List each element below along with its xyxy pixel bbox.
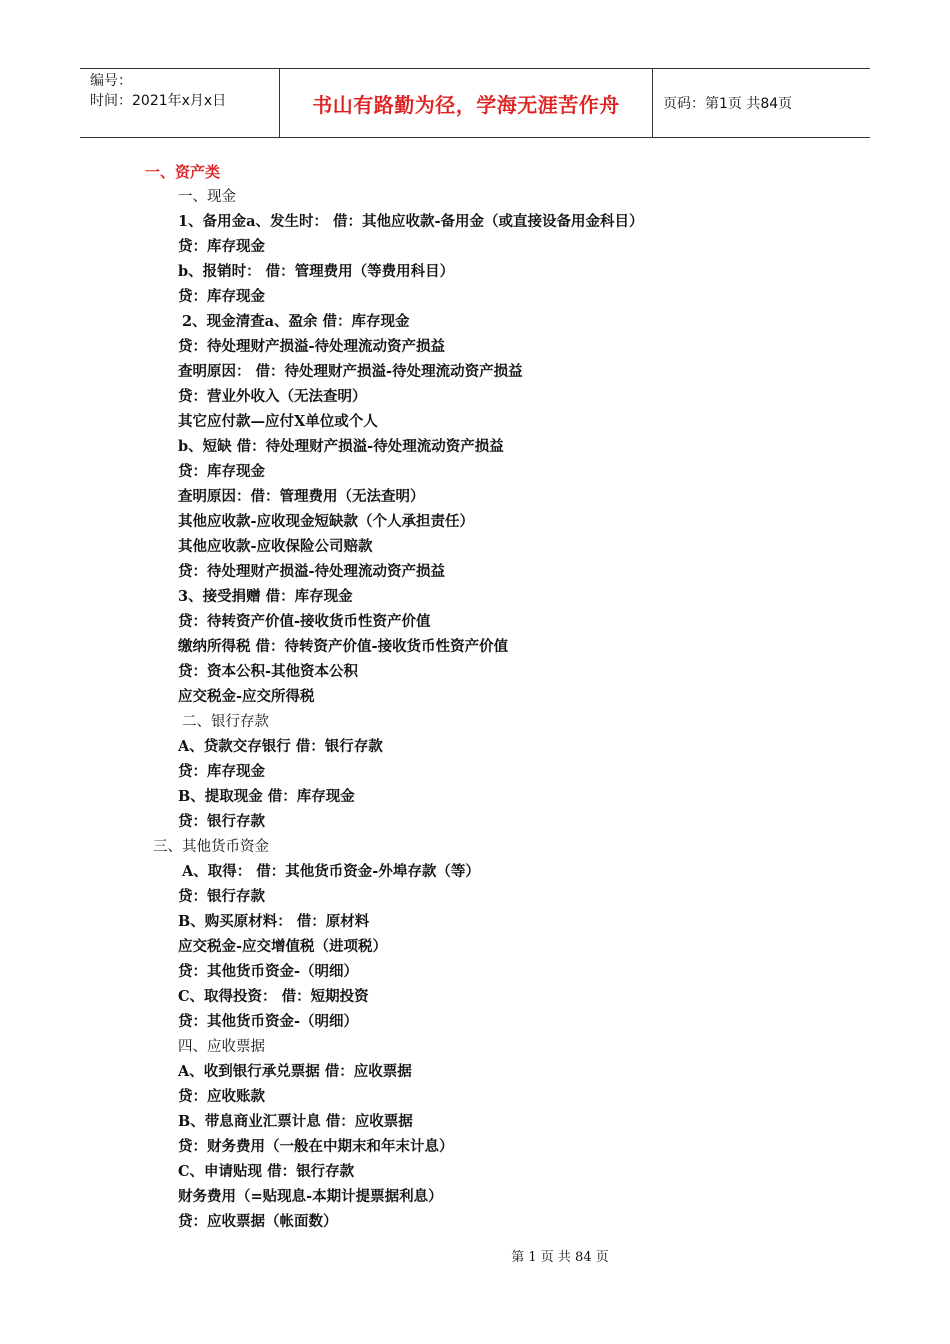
text-line: 贷：待转资产价值-接收货币性资产价值 <box>178 613 431 630</box>
text-line: 应交税金-应交所得税 <box>178 688 315 705</box>
text-line: B、带息商业汇票计息 借：应收票据 <box>178 1113 413 1130</box>
text-line: 1、备用金a、发生时： 借：其他应收款-备用金（或直接设备用金科目） <box>178 213 644 230</box>
text-line: 3、接受捐赠 借：库存现金 <box>178 588 353 605</box>
text-line: 贷：财务费用（一般在中期末和年末计息） <box>178 1138 454 1155</box>
text-line: 查明原因： 借：待处理财产损溢-待处理流动资产损益 <box>178 363 523 380</box>
page-header <box>80 68 870 138</box>
text-line: b、报销时： 借：管理费用（等费用科目） <box>178 263 455 280</box>
text-line: 应交税金-应交增值税（进项税） <box>178 938 388 955</box>
text-line: 缴纳所得税 借：待转资产价值-接收货币性资产价值 <box>178 638 509 655</box>
text-line: 贷：库存现金 <box>178 288 265 305</box>
text-line: 贷：应收账款 <box>178 1088 265 1105</box>
text-line: 贷：待处理财产损溢-待处理流动资产损益 <box>178 563 446 580</box>
subsection-title: 四、应收票据 <box>178 1039 265 1055</box>
text-line: b、短缺 借：待处理财产损溢-待处理流动资产损益 <box>178 438 504 455</box>
text-line: 贷：待处理财产损溢-待处理流动资产损益 <box>178 338 446 355</box>
text-line: A、收到银行承兑票据 借：应收票据 <box>178 1063 412 1080</box>
text-line: C、申请贴现 借：银行存款 <box>178 1163 355 1180</box>
text-line: 贷：其他货币资金-（明细） <box>178 963 359 980</box>
header-motto: 书山有路勤为径，学海无涯苦作舟 <box>280 69 653 137</box>
header-meta <box>80 69 280 137</box>
text-line: 贷：营业外收入（无法查明） <box>178 388 367 405</box>
text-line: 贷：其他货币资金-（明细） <box>178 1013 359 1030</box>
page-footer: 第 1 页 共 84 页 <box>511 1250 609 1265</box>
text-line: 其他应收款-应收保险公司赔款 <box>178 538 373 555</box>
document-time: 时间：2021年x月x日 <box>90 93 227 109</box>
text-line: 贷：银行存款 <box>178 888 265 905</box>
document-number: 编号： <box>90 73 132 89</box>
text-line: 贷：库存现金 <box>178 763 265 780</box>
text-line: 查明原因：借：管理费用（无法查明） <box>178 488 425 505</box>
text-line: 其他应收款-应收现金短缺款（个人承担责任） <box>178 513 475 530</box>
subsection-title: 三、其他货币资金 <box>153 839 269 855</box>
subsection-title: 二、银行存款 <box>182 714 269 730</box>
text-line: C、取得投资： 借：短期投资 <box>178 988 369 1005</box>
text-line: 贷：库存现金 <box>178 238 265 255</box>
section-title: 一、资产类 <box>145 163 221 181</box>
text-line: B、提取现金 借：库存现金 <box>178 788 355 805</box>
text-line: 其它应付款—应付X单位或个人 <box>178 413 378 430</box>
text-line: 贷：资本公积-其他资本公积 <box>178 663 359 680</box>
text-line: 贷：库存现金 <box>178 463 265 480</box>
text-line: A、贷款交存银行 借：银行存款 <box>178 738 383 755</box>
subsection-title: 一、现金 <box>178 189 236 205</box>
text-line: B、购买原材料： 借：原材料 <box>178 913 370 930</box>
text-line: 2、现金清查a、盈余 借：库存现金 <box>182 313 410 330</box>
header-page-number: 页码：第1页 共84页 <box>663 96 793 112</box>
text-line: A、取得： 借：其他货币资金-外埠存款（等） <box>182 863 480 880</box>
text-line: 贷：应收票据（帐面数） <box>178 1213 338 1230</box>
text-line: 财务费用（=贴现息-本期计提票据利息） <box>178 1188 443 1205</box>
text-line: 贷：银行存款 <box>178 813 265 830</box>
